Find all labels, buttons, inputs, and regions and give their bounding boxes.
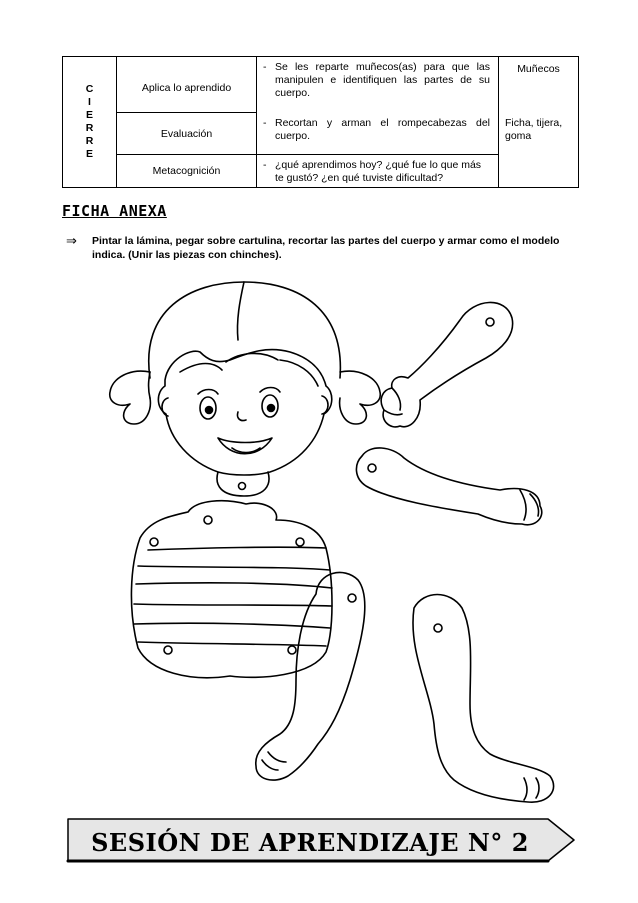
material-item: Ficha, tijera, goma <box>505 117 563 142</box>
phase-letter: E <box>85 109 93 121</box>
phase-letter: E <box>85 148 93 160</box>
banner-title: SESIÓN DE APRENDIZAJE N° 2 <box>91 828 529 857</box>
doll-head <box>110 282 381 496</box>
dash-marker: - <box>263 159 267 171</box>
annex-title: FICHA ANEXA <box>62 202 167 220</box>
phase-letter: R <box>85 122 94 134</box>
activity-label: Evaluación <box>160 127 213 140</box>
activity-label: Aplica lo aprendido <box>141 81 232 94</box>
arrow-icon: ⇒ <box>66 233 77 248</box>
doll-arm-lower <box>356 448 541 525</box>
doll-leg-right <box>413 595 554 803</box>
material-item: Muñecos <box>517 63 560 75</box>
dash-marker: - <box>263 116 267 129</box>
dash-marker: - <box>263 61 267 73</box>
session-banner <box>68 819 574 861</box>
activity-label: Metacognición <box>152 165 221 177</box>
doll-arm-upper <box>381 302 512 426</box>
instruction-text: Pintar la lámina, pegar sobre cartulina, recortar las partes del cuerpo y armar como el modelo indica. (Unir las piezas con chinches). <box>92 235 560 261</box>
description-text: Recortan y arman el rompecabezas del cuerpo. <box>275 116 490 142</box>
doll-torso <box>131 501 332 678</box>
phase-letter: I <box>88 96 91 108</box>
description-text: ¿qué aprendimos hoy? ¿qué fue lo que más te gustó? ¿en qué tuviste dificultad? <box>275 159 482 184</box>
phase-letter: R <box>85 135 94 147</box>
phase-letter: C <box>85 83 94 95</box>
description-text: Se les reparte muñecos(as) para que las manipulen e identifiquen las partes de su cuerpo. <box>275 61 490 99</box>
